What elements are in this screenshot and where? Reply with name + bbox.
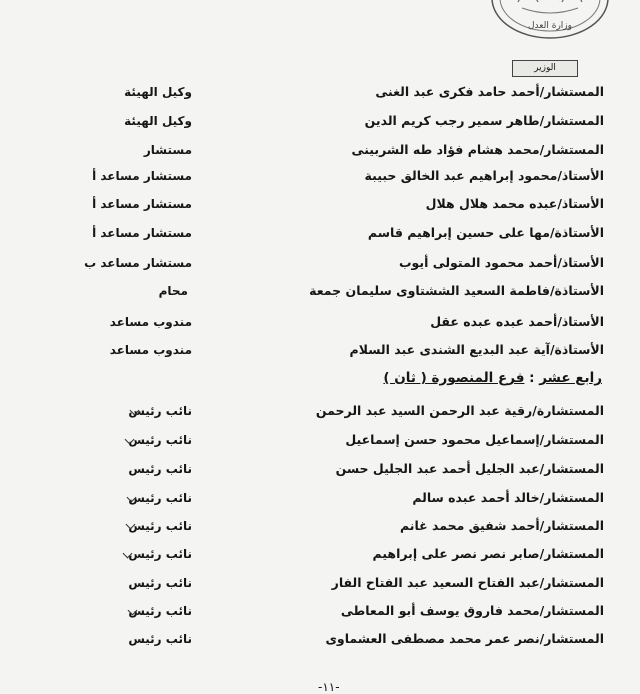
entry-name: الأستاذة/آية عبد البديع الشندى عبد السلام <box>349 342 604 357</box>
list-item <box>0 253 640 273</box>
entry-role: نائب رئيس <box>128 604 192 618</box>
page-number: -١١- <box>318 680 340 694</box>
list-item <box>0 223 640 243</box>
entry-role: مستشار مساعد أ <box>92 169 192 183</box>
section-heading <box>383 370 602 386</box>
entry-name: المستشار/طاهر سمير رجب كريم الدين <box>364 113 604 128</box>
seal-caption: وزارة العدل <box>528 21 572 31</box>
list-item <box>0 573 640 593</box>
entry-name: المستشار/أحمد شفيق محمد غانم <box>399 518 604 533</box>
entry-role: نائب رئيس <box>128 404 192 418</box>
minister-stamp <box>512 60 578 77</box>
minister-label: الوزير <box>534 63 556 73</box>
list-item <box>0 111 640 131</box>
entry-role: وكيل الهيئة <box>124 85 192 99</box>
entry-role: نائب رئيس <box>128 433 192 447</box>
list-item <box>0 194 640 214</box>
entry-name: الأستاذة/فاطمة السعيد الششتاوى سليمان جمعة <box>309 283 604 298</box>
list-item <box>0 312 640 332</box>
entry-role: مستشار مساعد أ <box>92 226 192 240</box>
entry-name: المستشار/أحمد حامد فكرى عبد الغنى <box>375 84 604 99</box>
list-item <box>0 140 640 160</box>
entry-role: نائب رئيس <box>128 576 192 590</box>
entry-role: وكيل الهيئة <box>124 114 192 128</box>
entry-role: محام <box>158 284 188 298</box>
entry-name: الأستاذة/مها على حسين إبراهيم قاسم <box>367 225 604 240</box>
entry-name: الأستاذ/محمود إبراهيم عبد الخالق حبيبة <box>364 168 604 183</box>
list-item <box>0 166 640 186</box>
ministry-seal <box>488 0 612 42</box>
entry-role: مستشار مساعد ب <box>84 256 192 270</box>
list-item <box>0 401 640 421</box>
entry-name: المستشار/إسماعيل محمود حسن إسماعيل <box>345 432 604 447</box>
entry-role: مستشار مساعد أ <box>92 197 192 211</box>
list-item <box>0 629 640 649</box>
entry-name: المستشار/عبد الجليل أحمد عبد الجليل حسن <box>335 461 604 476</box>
entry-name: المستشار/نصر عمر محمد مصطفى العشماوى <box>325 631 604 646</box>
list-item <box>0 281 640 301</box>
entry-role: نائب رئيس <box>128 632 192 646</box>
list-item <box>0 82 640 102</box>
entry-role: مندوب مساعد <box>109 315 192 329</box>
entry-name: الأستاذ/أحمد محمود المتولى أيوب <box>398 255 604 270</box>
list-item <box>0 340 640 360</box>
entry-name: المستشار/صابر نصر نصر على إبراهيم <box>372 546 604 561</box>
entry-role: مستشار <box>143 143 192 157</box>
entry-name: الأستاذ/عبده محمد هلال هلال <box>425 196 604 211</box>
section-colon: : <box>524 370 540 386</box>
list-item <box>0 430 640 450</box>
entry-role: نائب رئيس <box>128 491 192 505</box>
list-item <box>0 601 640 621</box>
entry-name: المستشار/محمد فاروق يوسف أبو المعاطى <box>340 603 604 618</box>
entry-name: المستشار/عبد الفتاح السعيد عبد الفتاح الفار <box>331 575 604 590</box>
section-branch: فرع المنصورة ( ثان ) <box>383 370 525 386</box>
entry-role: نائب رئيس <box>128 547 192 561</box>
entry-name: المستشار/خالد أحمد عبده سالم <box>412 490 604 505</box>
entry-name: المستشار/محمد هشام فؤاد طه الشربينى <box>351 142 604 157</box>
list-item <box>0 459 640 479</box>
list-item <box>0 516 640 536</box>
entry-role: نائب رئيس <box>128 462 192 476</box>
list-item <box>0 488 640 508</box>
entry-name: المستشارة/رقية عبد الرحمن السيد عبد الرحمن <box>315 403 604 418</box>
entry-role: نائب رئيس <box>128 519 192 533</box>
list-item <box>0 544 640 564</box>
section-label: رابع عشر <box>539 370 602 386</box>
entry-role: مندوب مساعد <box>109 343 192 357</box>
entry-name: الأستاذ/أحمد عبده عبده عقل <box>430 314 604 329</box>
